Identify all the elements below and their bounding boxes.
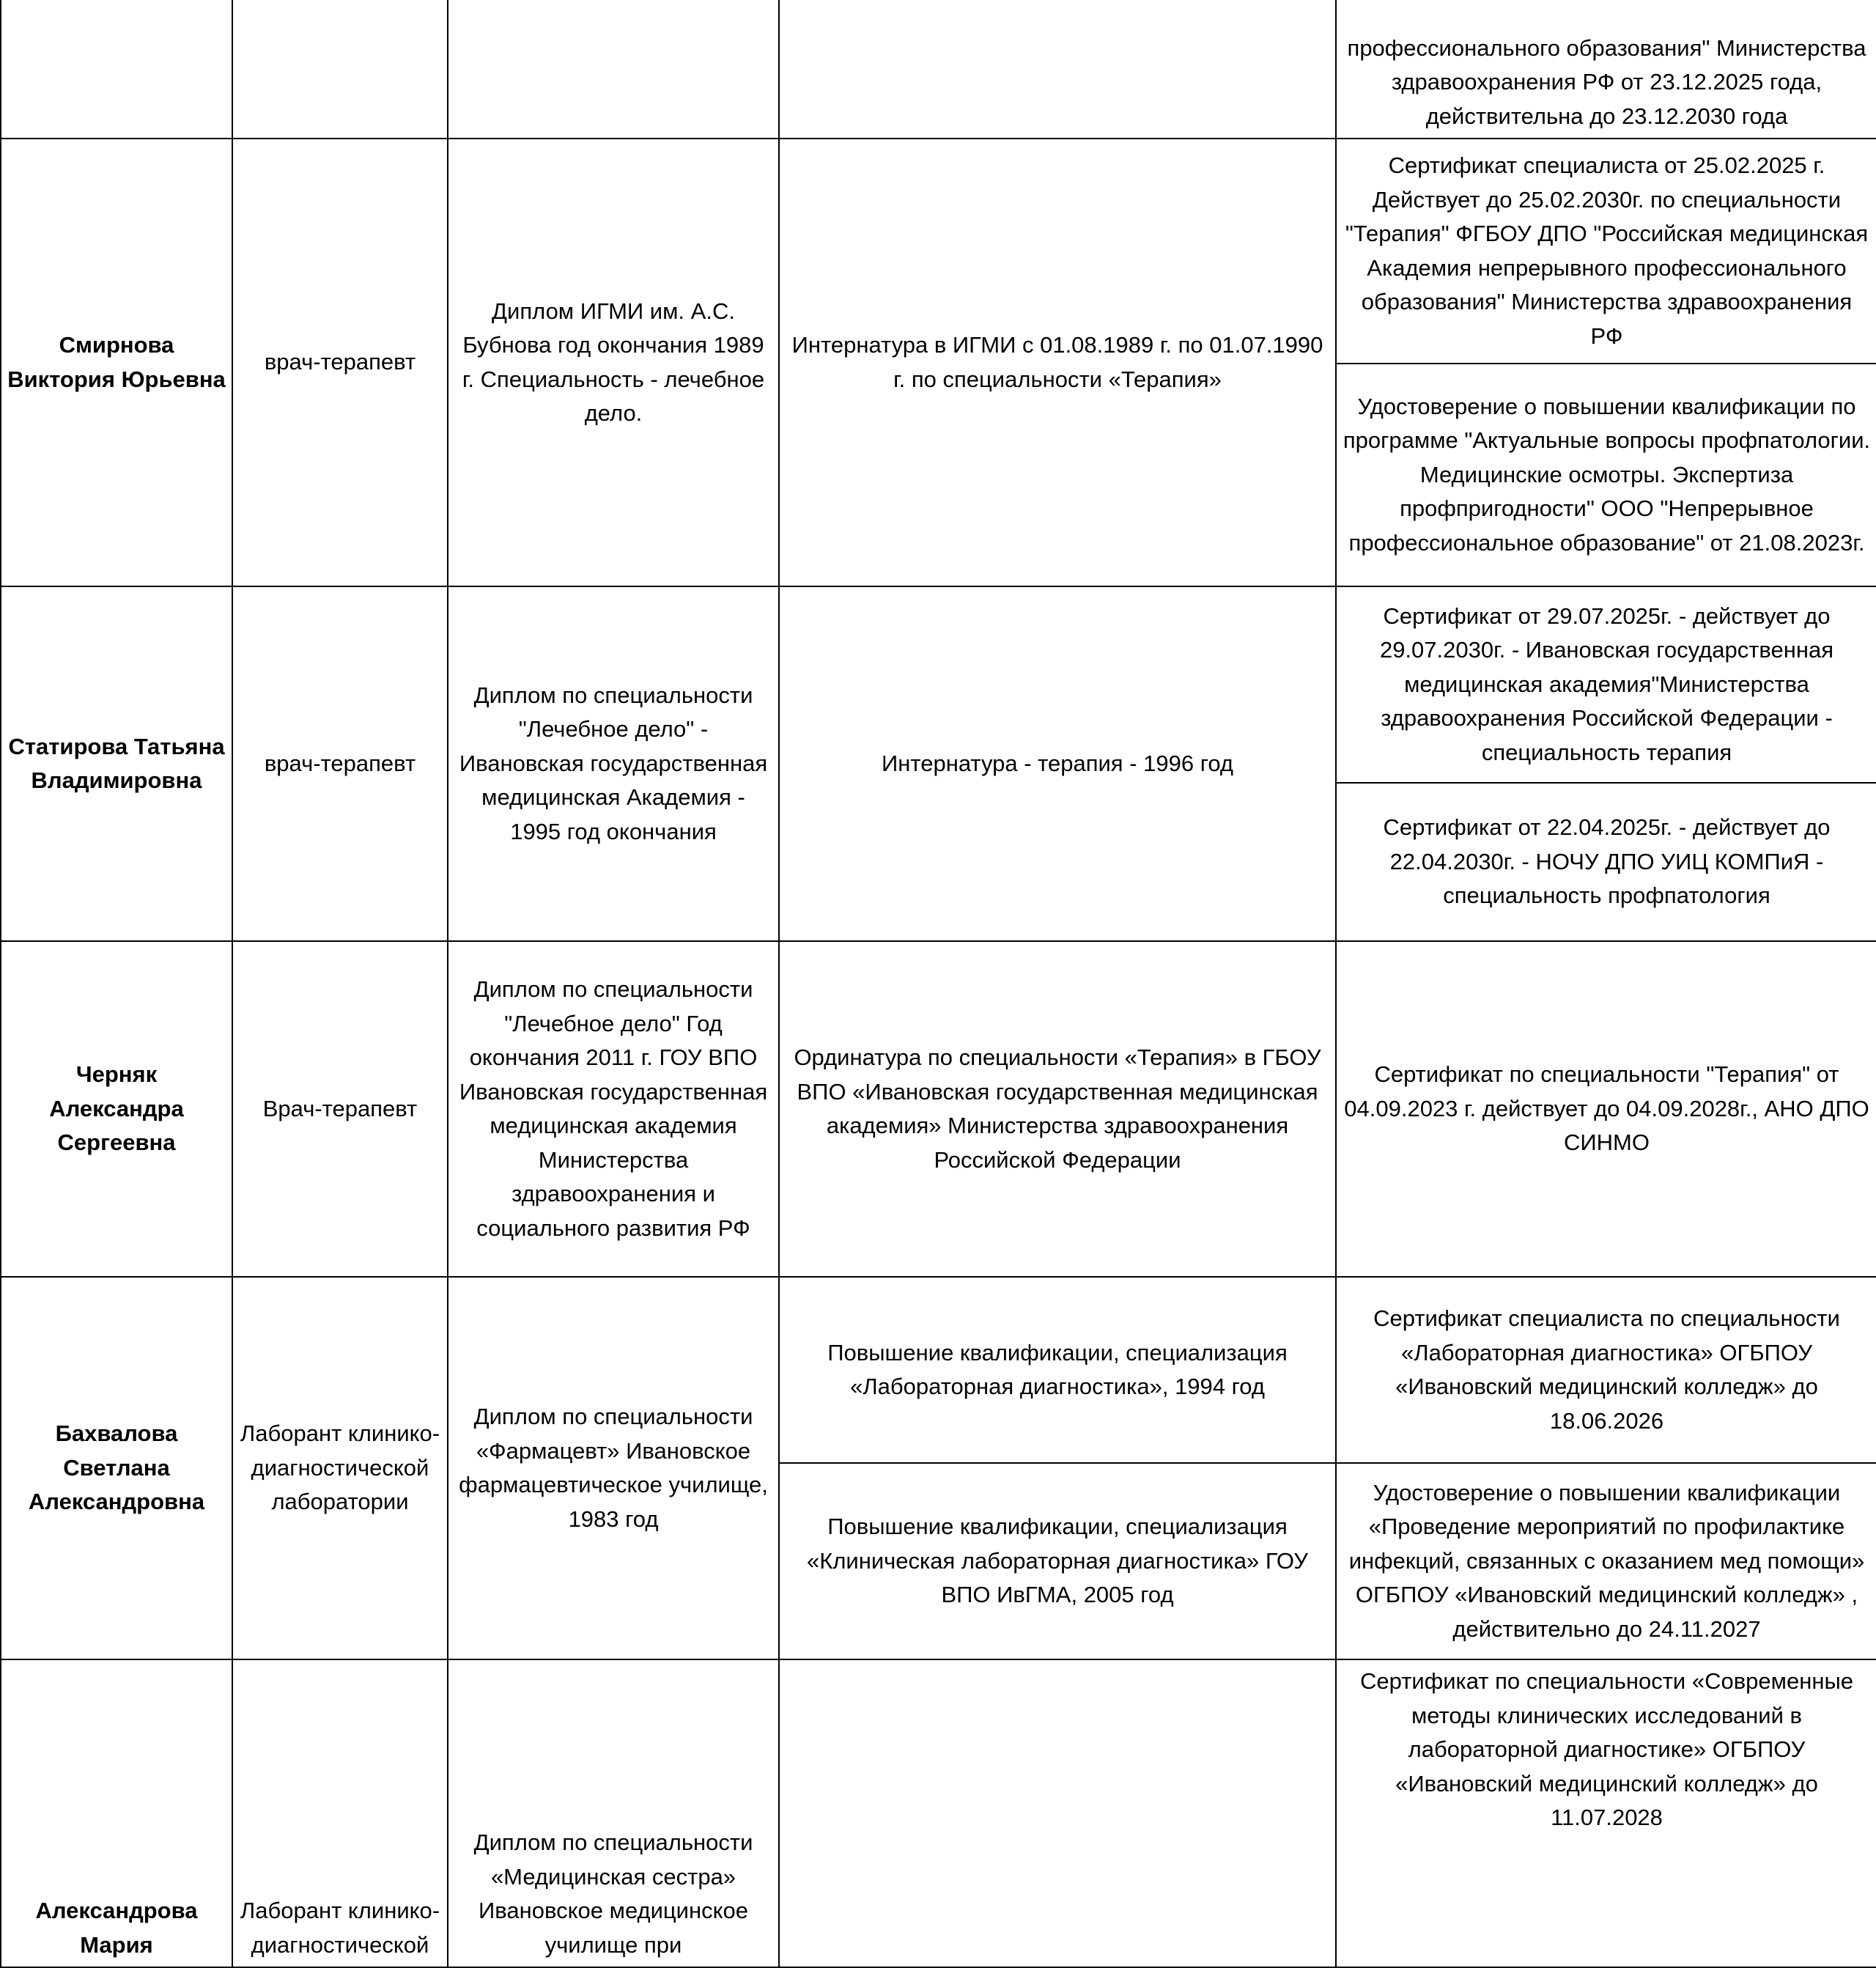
position-cell: врач-терапевт xyxy=(232,139,448,586)
diploma-cell xyxy=(448,0,779,139)
cert-cell: Сертификат по специальности «Современные методы клинических исследований в лабораторной диагностике» ОГБПОУ «Ивановский медицинский колледж» до 11.07.2028 xyxy=(1336,1659,1876,1967)
table-row xyxy=(1,586,1876,783)
cert-cell: Сертификат по специальности "Терапия" от 04.09.2023 г. действует до 04.09.2028г., АНО ДПО СИНМО xyxy=(1336,941,1876,1277)
position-cell: врач-терапевт xyxy=(232,586,448,941)
cert-cell: Сертификат от 29.07.2025г. - действует до 29.07.2030г. - Ивановская государственная медицинская академия"Министерства здравоохранения Российской Федерации - специальность терапия xyxy=(1336,586,1876,783)
diploma-cell: Диплом по специальности "Лечебное дело" Год окончания 2011 г. ГОУ ВПО Ивановская государственная медицинская академия Министерства здравоохранения и социального развития РФ xyxy=(448,941,779,1277)
table-row xyxy=(1,1277,1876,1463)
cert-cell: Сертификат специалиста от 25.02.2025 г. Действует до 25.02.2030г. по специальности "Терапия" ФГБОУ ДПО "Российская медицинская Академия непрерывного профессионального образования" Министерства здравоохранения РФ xyxy=(1336,139,1876,364)
position-cell: Лаборант клинико-диагностической лаборатории xyxy=(232,1277,448,1659)
diploma-cell: Диплом по специальности «Фармацевт» Ивановское фармацевтическое училище, 1983 год xyxy=(448,1277,779,1659)
cert-cell: Удостоверение о повышении квалификации «Проведение мероприятий по профилактике инфекций, связанных с оказанием мед помощи» ОГБПОУ «Ивановский медицинский колледж» , действительно до 24.11.2027 xyxy=(1336,1463,1876,1659)
table-row xyxy=(1,0,1876,139)
table-row xyxy=(1,139,1876,364)
cert-cell: Удостоверение о повышении квалификации по программе "Актуальные вопросы профпатологии. Медицинские осмотры. Экспертиза профпригодности" ООО "Непрерывное профессиональное образование" от 21.08.2023г. xyxy=(1336,364,1876,586)
name-cell: Смирнова Виктория Юрьевна xyxy=(1,139,232,586)
table-row xyxy=(1,941,1876,1277)
postgrad-cell: Интернатура в ИГМИ с 01.08.1989 г. по 01.07.1990 г. по специальности «Терапия» xyxy=(779,139,1336,586)
postgrad-cell: Интернатура - терапия - 1996 год xyxy=(779,586,1336,941)
diploma-cell: Диплом по специальности «Медицинская сестра» Ивановское медицинское училище при xyxy=(448,1659,779,1967)
name-cell xyxy=(1,0,232,139)
position-cell: Лаборант клинико-диагностической xyxy=(232,1659,448,1967)
position-cell: Врач-терапевт xyxy=(232,941,448,1277)
postgrad-cell xyxy=(779,1659,1336,1967)
postgrad-cell: Повышение квалификации, специализация «Лабораторная диагностика», 1994 год xyxy=(779,1277,1336,1463)
cert-cell: Сертификат от 22.04.2025г. - действует до 22.04.2030г. - НОЧУ ДПО УИЦ КОМПиЯ - специальность профпатология xyxy=(1336,783,1876,941)
name-cell: Статирова Татьяна Владимировна xyxy=(1,586,232,941)
cert-cell: Сертификат специалиста по специальности «Лабораторная диагностика» ОГБПОУ «Ивановский медицинский колледж» до 18.06.2026 xyxy=(1336,1277,1876,1463)
diploma-cell: Диплом ИГМИ им. А.С. Бубнова год окончания 1989 г. Специальность - лечебное дело. xyxy=(448,139,779,586)
diploma-cell: Диплом по специальности "Лечебное дело" - Ивановская государственная медицинская Академия - 1995 год окончания xyxy=(448,586,779,941)
table-row xyxy=(1,1659,1876,1967)
name-cell: Александрова Мария xyxy=(1,1659,232,1967)
postgrad-cell xyxy=(779,0,1336,139)
position-cell xyxy=(232,0,448,139)
cert-cell: профессионального образования" Министерства здравоохранения РФ от 23.12.2025 года, действительна до 23.12.2030 года xyxy=(1336,0,1876,139)
name-cell: Черняк Александра Сергеевна xyxy=(1,941,232,1277)
postgrad-cell: Повышение квалификации, специализация «Клиническая лабораторная диагностика» ГОУ ВПО ИвГМА, 2005 год xyxy=(779,1463,1336,1659)
name-cell: Бахвалова Светлана Александровна xyxy=(1,1277,232,1659)
postgrad-cell: Ординатура по специальности «Терапия» в ГБОУ ВПО «Ивановская государственная медицинская академия» Министерства здравоохранения Российской Федерации xyxy=(779,941,1336,1277)
